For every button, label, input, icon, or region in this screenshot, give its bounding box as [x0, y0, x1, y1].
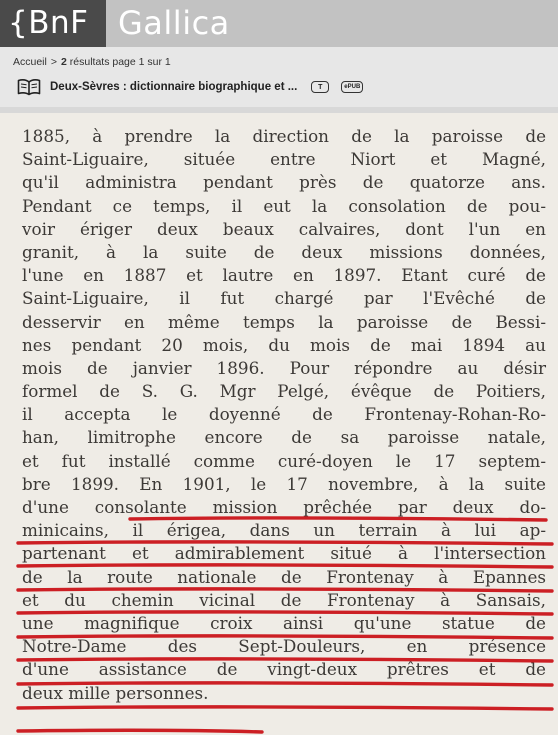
text-line: mois de janvier 1896. Pour répondre au désir [22, 357, 546, 378]
annotation-underline [18, 730, 262, 732]
text-line: voir ériger deux beaux calvaires, dont l'un en [22, 218, 546, 239]
text-line: d'une assistance de vingt-deux prêtres et de [22, 659, 546, 680]
annotation-underline [18, 707, 552, 709]
text-line: il accepta le doyenné de Frontenay-Rohan-Ro- [22, 404, 546, 425]
text-line: une magnifique croix ainsi qu'une statue de [22, 612, 546, 633]
breadcrumb [13, 56, 171, 68]
document-page-scan[interactable] [0, 113, 558, 735]
text-line: deux mille personnes. [22, 682, 209, 703]
text-line: qu'il administra pendant près de quatorze ans. [22, 172, 546, 193]
gallica-site-name[interactable]: Gallica [118, 4, 230, 42]
text-line: et fut installé comme curé-doyen le 17 septem- [22, 450, 546, 471]
text-line: nes pendant 20 mois, du mois de mai 1894 au [22, 334, 546, 355]
text-line: han, limitrophe encore de sa paroisse natale, [22, 427, 546, 448]
document-toolbar [0, 47, 558, 107]
text-line: de la route nationale de Frontenay à Epannes [22, 566, 546, 587]
text-line: Saint-Liguaire, située entre Niort et Magné, [22, 149, 546, 170]
text-line: granit, à la suite de deux missions données, [22, 241, 546, 262]
document-title-row [17, 77, 363, 97]
text-line: Notre-Dame des Sept-Douleurs, en présence [22, 636, 546, 657]
text-line: formel de S. G. Mgr Pelgé, évêque de Poitiers, [22, 381, 546, 402]
document-title[interactable]: Deux-Sèvres : dictionnaire biographique et ... [50, 81, 298, 93]
text-line: Saint-Liguaire, il fut chargé par l'Evêché de [22, 288, 546, 309]
text-line: et du chemin vicinal de Frontenay à Sansais, [22, 589, 546, 610]
text-line: l'une en 1887 et lautre en 1897. Etant curé de [22, 265, 546, 286]
results-page-label[interactable]: résultats page 1 sur 1 [69, 56, 171, 68]
text-line: d'une consolante mission prêchée par deux do- [22, 497, 546, 517]
text-line: 1885, à prendre la direction de la paroisse de [22, 126, 546, 146]
breadcrumb-home-link[interactable]: Accueil [13, 56, 47, 68]
bnf-logo[interactable]: {BnF [0, 0, 106, 47]
epub-icon[interactable]: ePUB [341, 81, 363, 93]
breadcrumb-separator: > [50, 56, 57, 68]
top-bar [0, 0, 558, 47]
open-book-icon [17, 78, 41, 96]
text-line: bre 1899. En 1901, le 17 novembre, à la suite [22, 473, 546, 494]
text-mode-icon[interactable]: T [311, 81, 329, 93]
text-line: desservir en même temps la paroisse de Bessi- [22, 311, 546, 332]
text-line: minicains, il érigea, dans un terrain à lui ap- [22, 520, 546, 541]
text-line: partenant et admirablement situé à l'intersection [22, 543, 546, 564]
result-count[interactable]: 2 [61, 56, 67, 68]
page-text-block [22, 125, 546, 705]
text-line: Pendant ce temps, il eut la consolation de pou- [22, 195, 546, 216]
